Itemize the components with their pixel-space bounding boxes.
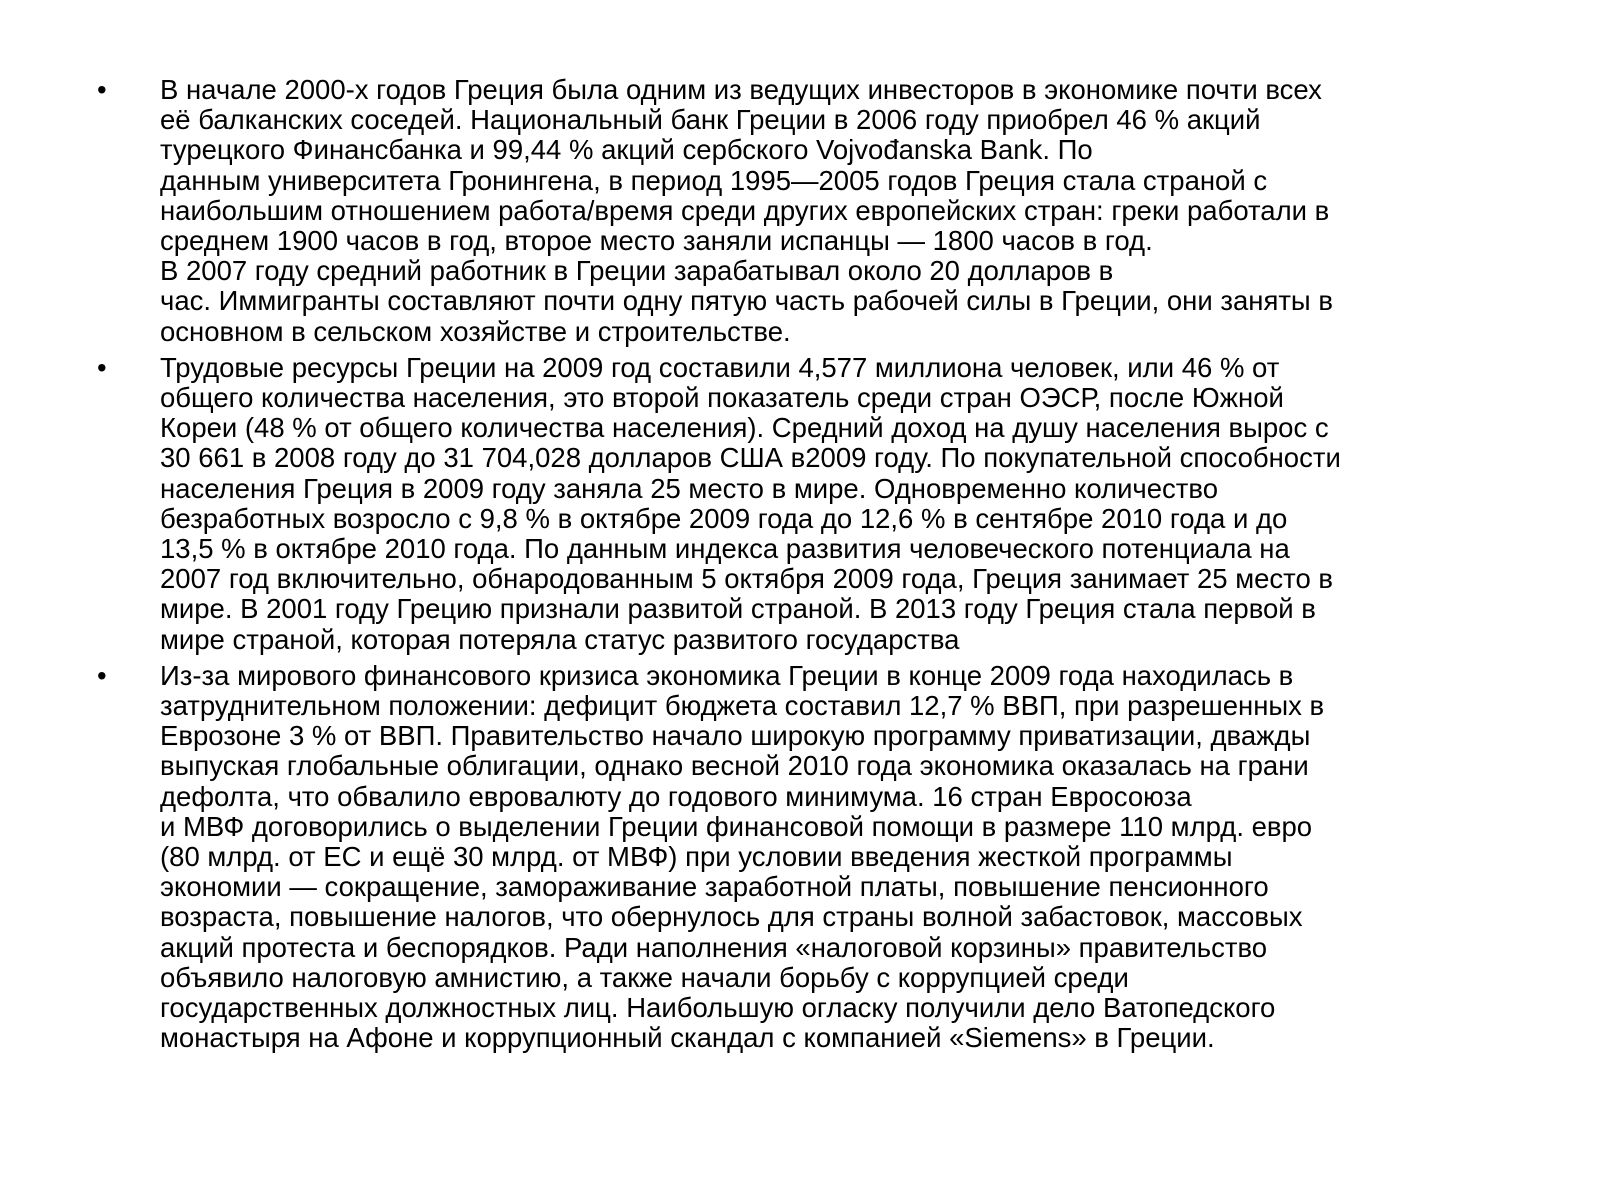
text-line: мире. В 2001 году Грецию признали развитой страной. В 2013 году Греция стала первой в [160, 593, 1316, 625]
bullet-item-labor-resources [95, 353, 1515, 655]
text-line: турецкого Финансбанка и 99,44 % акций сербского Vojvođanska Bank. По [160, 134, 1093, 166]
text-line: экономии — сокращение, замораживание заработной платы, повышение пенсионного [160, 871, 1269, 903]
text-line: акций протеста и беспорядков. Ради наполнения «налоговой корзины» правительство [160, 931, 1268, 963]
text-line: государственных должностных лиц. Наибольшую огласку получили дело Ватопедского [160, 992, 1276, 1024]
bullet-item-investments [95, 75, 1515, 347]
text-line: 2007 год включительно, обнародованным 5 октября 2009 года, Греция занимает 25 место в [160, 563, 1333, 595]
text-line: её балканских соседей. Национальный банк Греции в 2006 году приобрел 46 % акций [160, 104, 1261, 136]
text-line: Еврозоне 3 % от ВВП. Правительство начало широкую программу приватизации, дважды [160, 720, 1311, 752]
bullet-marker: • [97, 351, 107, 383]
text-line: выпуская глобальные облигации, однако весной 2010 года экономика оказалась на грани [160, 750, 1309, 782]
text-line: мире страной, которая потеряла статус развитого государства [160, 623, 960, 655]
text-line: и МВФ договорились о выделении Греции финансовой помощи в размере 110 млрд. евро [160, 810, 1313, 842]
text-line: основном в сельском хозяйстве и строительстве. [160, 315, 791, 347]
text-line: 30 661 в 2008 году до 31 704,028 долларов США в2009 году. По покупательной способности [160, 442, 1341, 474]
text-line: среднем 1900 часов в год, второе место заняли испанцы — 1800 часов в год. [160, 225, 1153, 257]
text-line: В начале 2000-х годов Греция была одним из ведущих инвесторов в экономике почти всех [160, 74, 1322, 105]
text-line: затруднительном положении: дефицит бюджета составил 12,7 % ВВП, при разрешенных в [160, 690, 1325, 722]
text-line: объявило налоговую амнистию, а также начали борьбу с коррупцией среди [160, 961, 1129, 993]
bullet-marker: • [97, 659, 107, 691]
text-line: (80 млрд. от ЕС и ещё 30 млрд. от МВФ) при условии введения жесткой программы [160, 841, 1233, 873]
bullet-marker: • [97, 74, 107, 105]
text-line: 13,5 % в октябре 2010 года. По данным индекса развития человеческого потенциала на [160, 533, 1290, 565]
text-line: час. Иммигранты составляют почти одну пятую часть рабочей силы в Греции, они заняты в [160, 285, 1333, 317]
text-line: безработных возросло с 9,8 % в октябре 2009 года до 12,6 % в сентябре 2010 года и до [160, 502, 1288, 534]
text-line: возраста, повышение налогов, что обернулось для страны волной забастовок, массовых [160, 901, 1303, 933]
text-line: дефолта, что обвалило евровалюту до годового минимума. 16 стран Евросоюза [160, 780, 1192, 812]
text-line: Из-за мирового финансового кризиса экономика Греции в конце 2009 года находилась в [160, 659, 1294, 691]
text-line: Кореи (48 % от общего количества населения). Средний доход на душу населения вырос с [160, 412, 1329, 444]
text-line: населения Греция в 2009 году заняла 25 место в мире. Одновременно количество [160, 472, 1218, 504]
text-line: Трудовые ресурсы Греции на 2009 год составили 4,577 миллиона человек, или 46 % от [160, 351, 1280, 383]
text-line: общего количества населения, это второй показатель среди стран ОЭСР, после Южной [160, 382, 1284, 414]
text-line: В 2007 году средний работник в Греции зарабатывал около 20 долларов в [160, 255, 1114, 287]
text-line: данным университета Гронингена, в период 1995—2005 годов Греция стала страной с [160, 164, 1268, 196]
bullet-item-financial-crisis [95, 661, 1515, 1054]
bullet-list [95, 75, 1515, 1060]
text-line: наибольшим отношением работа/время среди других европейских стран: греки работали в [160, 194, 1330, 226]
text-line: монастыря на Афоне и коррупционный скандал с компанией «Siemens» в Греции. [160, 1022, 1215, 1054]
